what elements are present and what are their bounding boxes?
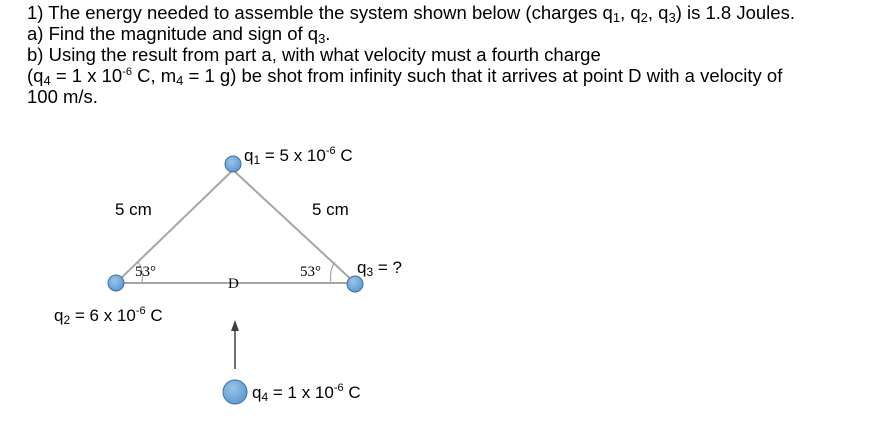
q2-label: q2 = 6 x $10^{-6}$ C <box>54 305 163 327</box>
charge-q1 <box>225 156 241 172</box>
right-side-length: 5 cm <box>312 200 349 219</box>
problem-line-3: b) Using the result from part a, with what velocity must a fourth charge <box>27 44 601 65</box>
problem-line-2: a) Find the magnitude and sign of $q_3$. <box>27 23 331 46</box>
q1-label: q1 = 5 x $10^{-6}$ C <box>244 145 353 167</box>
q4-label: q4 = 1 x $10^{-6}$ C <box>252 382 361 404</box>
charge-q2 <box>108 275 124 291</box>
velocity-arrow-head <box>231 320 239 331</box>
side-q1-q3 <box>233 170 355 283</box>
point-d-label: D <box>228 276 239 292</box>
problem-line-4: ($q_4 = 1$ x $10^{-6}$ C, $m_4 = 1$ g) be shot from infinity such that it arrives at point D with a velocity of <box>27 65 783 88</box>
q3-label: q3 = ? <box>357 258 402 279</box>
left-side-length: 5 cm <box>115 200 152 219</box>
problem-line-5: 100 m/s. <box>27 86 98 107</box>
charge-q4 <box>223 380 247 404</box>
side-q1-q2 <box>116 170 233 283</box>
right-angle-label: 53° <box>300 264 321 280</box>
problem-line-1: 1) The energy needed to assemble the system shown below (charges $q_1$, $q_2$, $q_3$) is 1.8 Joules. <box>27 2 795 25</box>
left-angle-label: 53° <box>135 264 156 280</box>
charge-q3 <box>347 276 363 292</box>
